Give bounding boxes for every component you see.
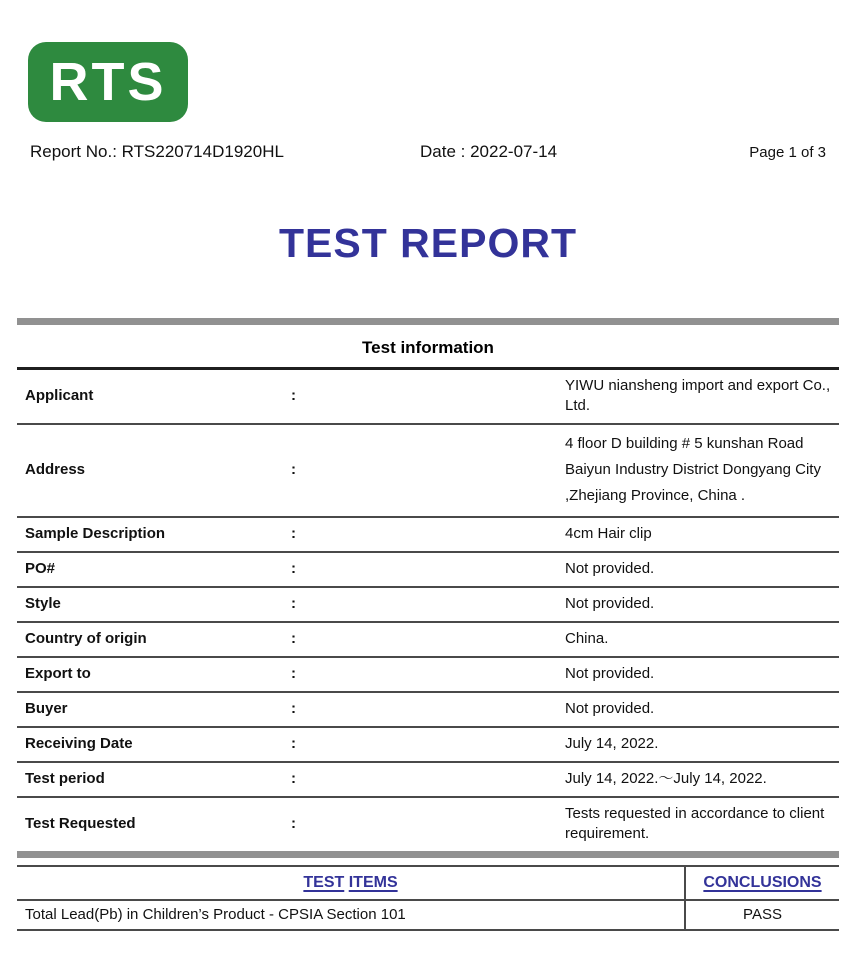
info-row: [17, 692, 839, 727]
info-row-label: Test Requested: [25, 815, 136, 832]
info-row-colon: :: [291, 525, 296, 542]
info-row-label: Address: [25, 461, 86, 478]
report-no-label: Report No.:: [30, 142, 117, 161]
info-row-colon: :: [291, 461, 296, 478]
info-row-colon: :: [291, 387, 296, 404]
test-information-table: [17, 330, 839, 851]
info-row-label: Receiving Date: [25, 735, 133, 752]
info-row-label: Export to: [25, 665, 91, 682]
info-row: [17, 727, 839, 762]
rts-logo: [28, 42, 188, 122]
info-row-value: Not provided.: [565, 560, 655, 577]
info-row-value: July 14, 2022.～July 14, 2022.: [565, 770, 767, 787]
info-row-label: Applicant: [25, 387, 94, 404]
info-row: [17, 517, 839, 552]
info-row-value: Tests requested in accordance to client requirement.: [565, 805, 825, 842]
info-row-value: July 14, 2022.: [565, 735, 659, 752]
report-no-value: RTS220714D1920HL: [121, 142, 284, 161]
result-conclusion: PASS: [685, 900, 839, 930]
results-row: [17, 900, 839, 930]
section-divider-bar-top: [17, 318, 839, 325]
info-row-colon: :: [291, 665, 296, 682]
info-row: [17, 552, 839, 587]
report-number: [30, 142, 284, 162]
results-table-body: [17, 900, 839, 930]
info-row-value: Not provided.: [565, 665, 655, 682]
report-date: [420, 142, 557, 162]
info-table-title: Test information: [17, 330, 839, 369]
conclusions-header: [685, 866, 839, 900]
info-row-value: 4 floor D building # 5 kunshan Road Baiyun Industry District Dongyang City ,Zhejiang Province, China .: [565, 435, 821, 504]
info-row-label: Sample Description: [25, 525, 166, 542]
info-row-label: PO#: [25, 560, 56, 577]
info-row-label: Test period: [25, 770, 105, 787]
report-meta-row: [17, 142, 839, 164]
test-items-word1: TEST: [303, 874, 345, 891]
info-row: [17, 587, 839, 622]
results-table: [17, 865, 839, 931]
info-row-colon: :: [291, 560, 296, 577]
info-row-colon: :: [291, 735, 296, 752]
info-row: [17, 369, 839, 425]
info-row-value: Not provided.: [565, 700, 655, 717]
info-row-label: Style: [25, 595, 61, 612]
page-indicator: Page 1 of 3: [749, 144, 826, 161]
info-row-colon: :: [291, 630, 296, 647]
info-row-value: China.: [565, 630, 609, 647]
page-title: TEST REPORT: [278, 220, 578, 266]
date-label: Date :: [420, 142, 466, 161]
info-row-colon: :: [291, 770, 296, 787]
conclusions-label: CONCLUSIONS: [703, 874, 822, 891]
test-items-word2: ITEMS: [348, 874, 398, 891]
info-row: [17, 762, 839, 797]
section-divider-bar-bottom: [17, 851, 839, 858]
results-header-row: [17, 866, 839, 900]
rts-logo-text: RTS: [49, 52, 167, 112]
info-row-value: Not provided.: [565, 595, 655, 612]
info-row-value: 4cm Hair clip: [565, 525, 652, 542]
info-row: [17, 424, 839, 517]
info-row: [17, 622, 839, 657]
info-table-body: [17, 369, 839, 852]
date-value: 2022-07-14: [470, 142, 558, 161]
info-row-label: Buyer: [25, 700, 68, 717]
result-item: Total Lead(Pb) in Children’s Product - CPSIA Section 101: [17, 900, 685, 930]
info-row-colon: :: [291, 700, 296, 717]
info-table-title-row: [17, 330, 839, 369]
info-row-value: YIWU niansheng import and export Co., Ltd.: [565, 377, 831, 414]
test-items-header: [17, 866, 685, 900]
info-row: [17, 657, 839, 692]
info-row-colon: :: [291, 815, 296, 832]
info-row-colon: :: [291, 595, 296, 612]
info-row: [17, 797, 839, 851]
info-row-label: Country of origin: [25, 630, 147, 647]
